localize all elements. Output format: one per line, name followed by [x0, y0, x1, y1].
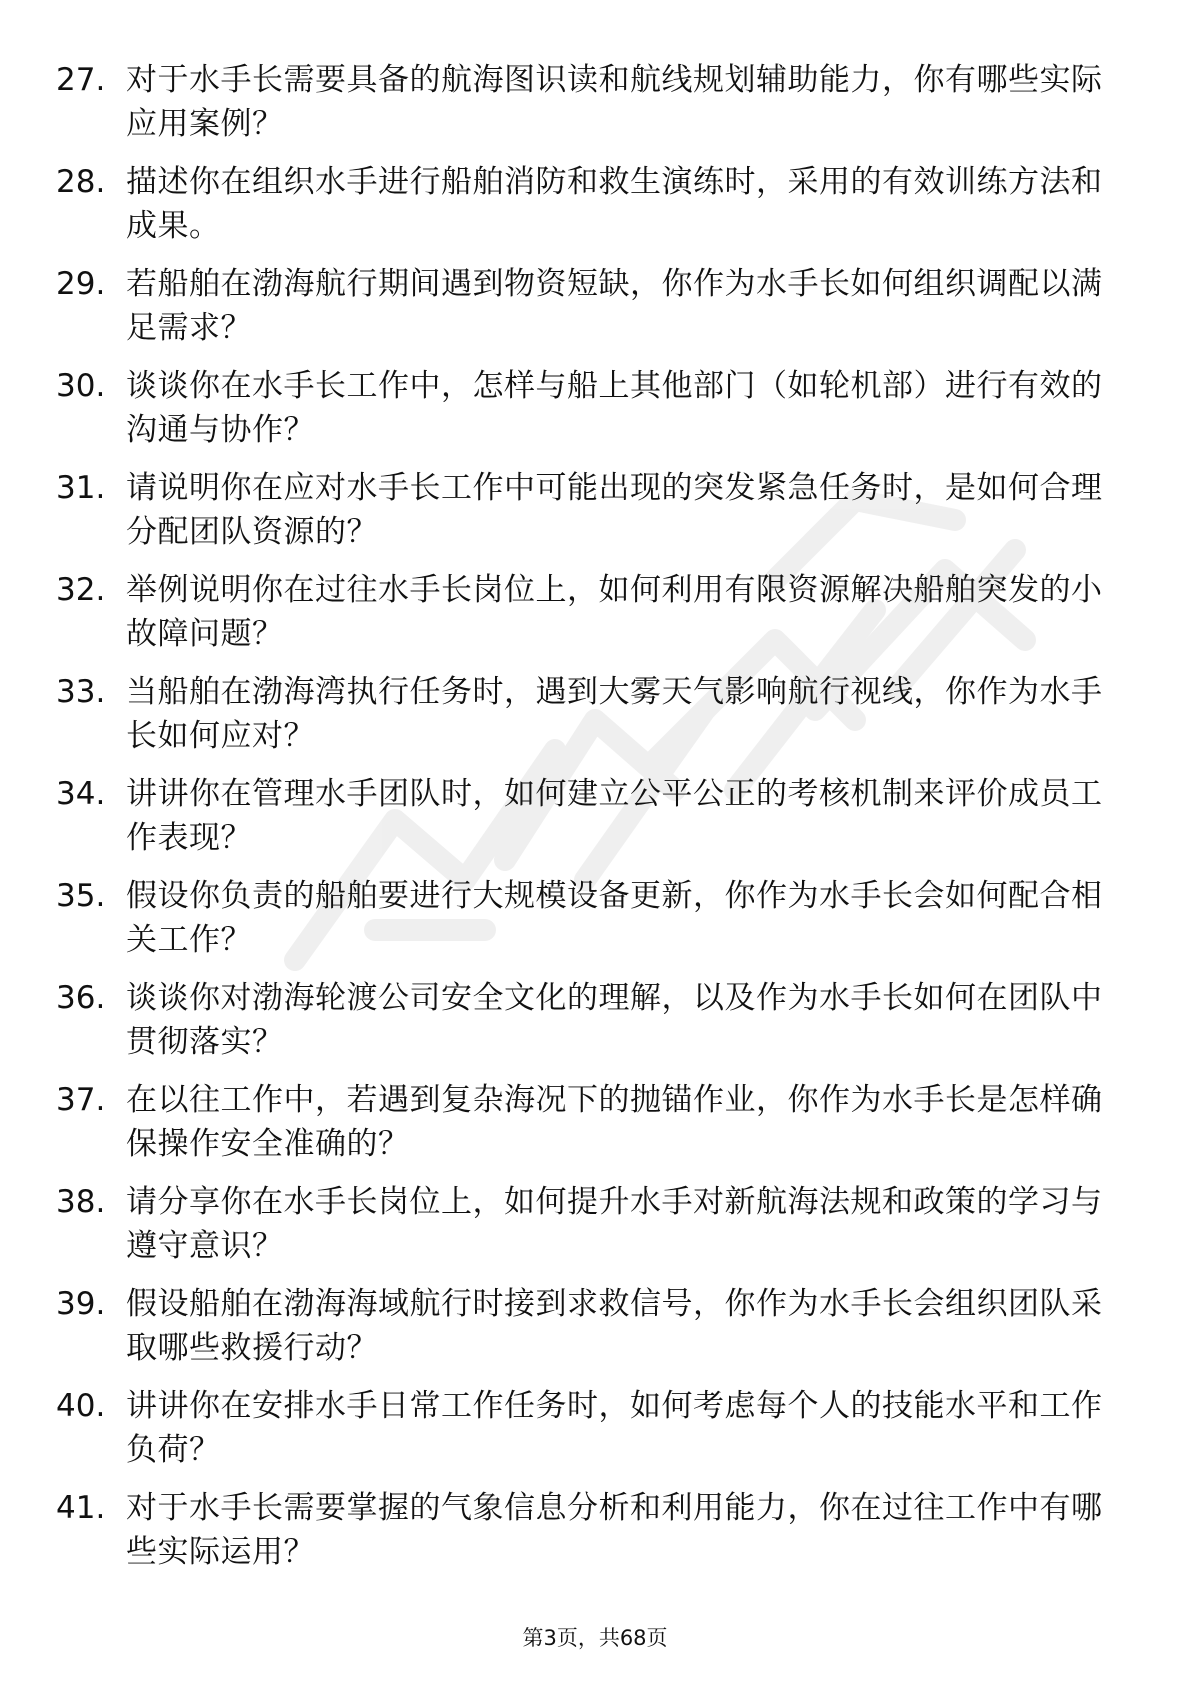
- question-item: [56, 466, 1136, 568]
- question-text: 谈谈你对渤海轮渡公司安全文化的理解，以及作为水手长如何在团队中贯彻落实？: [126, 980, 1103, 1060]
- question-item: [56, 1078, 1136, 1180]
- question-number: 34.: [56, 776, 106, 812]
- question-number: 37.: [56, 1082, 106, 1118]
- question-item: [56, 262, 1136, 364]
- question-text: 谈谈你在水手长工作中，怎样与船上其他部门（如轮机部）进行有效的沟通与协作？: [126, 368, 1103, 448]
- question-text: 描述你在组织水手进行船舶消防和救生演练时，采用的有效训练方法和成果。: [126, 164, 1103, 244]
- question-number: 32.: [56, 572, 106, 608]
- question-text: 在以往工作中，若遇到复杂海况下的抛锚作业，你作为水手长是怎样确保操作安全准确的？: [126, 1082, 1103, 1162]
- question-item: [56, 874, 1136, 976]
- question-number: 30.: [56, 368, 106, 404]
- question-number: 39.: [56, 1286, 106, 1322]
- question-text: 对于水手长需要掌握的气象信息分析和利用能力，你在过往工作中有哪些实际运用？: [126, 1490, 1103, 1570]
- question-text: 请分享你在水手长岗位上，如何提升水手对新航海法规和政策的学习与遵守意识？: [126, 1184, 1103, 1264]
- question-item: [56, 1384, 1136, 1486]
- question-number: 36.: [56, 980, 106, 1016]
- question-number: 27.: [56, 62, 106, 98]
- question-item: [56, 976, 1136, 1078]
- question-number: 35.: [56, 878, 106, 914]
- question-number: 28.: [56, 164, 106, 200]
- question-text: 请说明你在应对水手长工作中可能出现的突发紧急任务时，是如何合理分配团队资源的？: [126, 470, 1103, 550]
- question-number: 38.: [56, 1184, 106, 1220]
- question-item: [56, 58, 1136, 160]
- question-item: [56, 364, 1136, 466]
- question-text: 举例说明你在过往水手长岗位上，如何利用有限资源解决船舶突发的小故障问题？: [126, 572, 1103, 652]
- question-item: [56, 1180, 1136, 1282]
- question-number: 31.: [56, 470, 106, 506]
- question-item: [56, 568, 1136, 670]
- question-item: [56, 1486, 1136, 1588]
- question-item: [56, 670, 1136, 772]
- question-number: 41.: [56, 1490, 106, 1526]
- question-number: 33.: [56, 674, 106, 710]
- question-item: [56, 1282, 1136, 1384]
- question-item: [56, 160, 1136, 262]
- question-text: 假设你负责的船舶要进行大规模设备更新，你作为水手长会如何配合相关工作？: [126, 878, 1103, 958]
- question-list: [56, 58, 1136, 1588]
- page-number: 第3页，共68页: [522, 1626, 668, 1650]
- question-text: 假设船舶在渤海海域航行时接到求救信号，你作为水手长会组织团队采取哪些救援行动？: [126, 1286, 1103, 1366]
- question-item: [56, 772, 1136, 874]
- question-text: 讲讲你在安排水手日常工作任务时，如何考虑每个人的技能水平和工作负荷？: [126, 1388, 1103, 1468]
- question-number: 29.: [56, 266, 106, 302]
- question-text: 对于水手长需要具备的航海图识读和航线规划辅助能力，你有哪些实际应用案例？: [126, 62, 1103, 142]
- question-text: 当船舶在渤海湾执行任务时，遇到大雾天气影响航行视线，你作为水手长如何应对？: [126, 674, 1103, 754]
- question-number: 40.: [56, 1388, 106, 1424]
- question-text: 讲讲你在管理水手团队时，如何建立公平公正的考核机制来评价成员工作表现？: [126, 776, 1103, 856]
- question-text: 若船舶在渤海航行期间遇到物资短缺，你作为水手长如何组织调配以满足需求？: [126, 266, 1103, 346]
